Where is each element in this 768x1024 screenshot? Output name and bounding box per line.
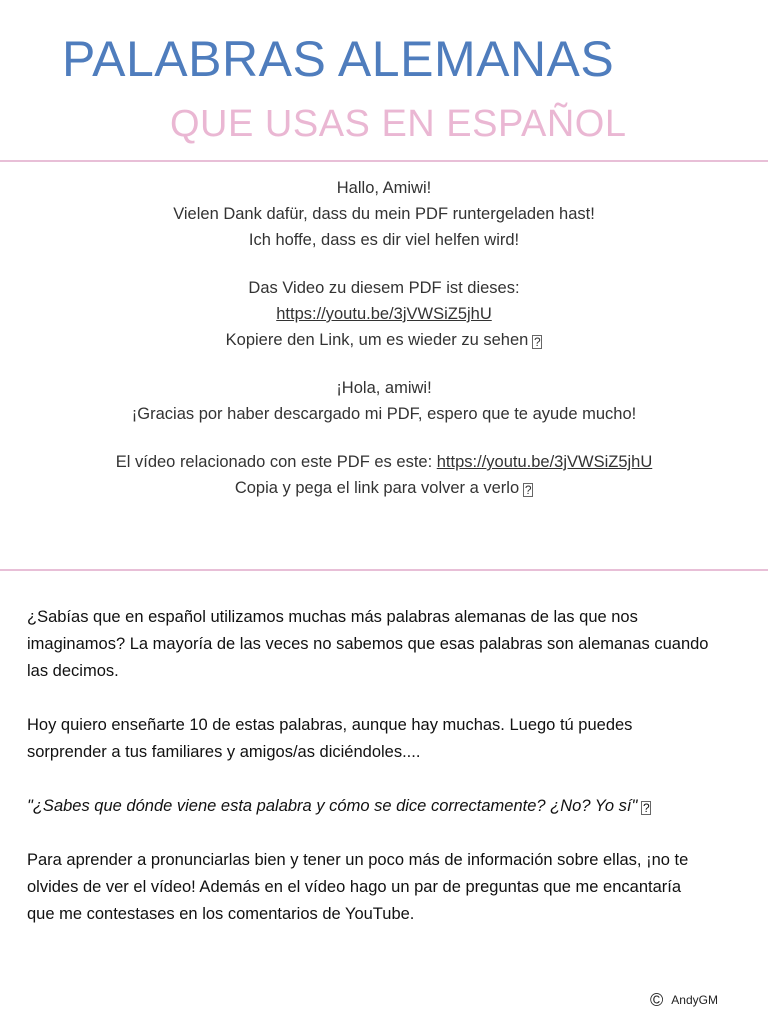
- copyright-icon: ©: [650, 990, 664, 1010]
- divider-top: [0, 160, 768, 162]
- greeting-line: Ich hoffe, dass es dir viel helfen wird!: [248, 231, 520, 249]
- greeting-line: ¡Hola, amiwi!: [336, 379, 432, 397]
- video-link[interactable]: https://youtu.be/3jVWSiZ5jhU: [436, 453, 653, 471]
- greeting-line: Hallo, Amiwi!: [336, 179, 432, 197]
- body-section: [27, 604, 747, 955]
- paragraph: [27, 847, 747, 928]
- paragraph-line: imaginamos? La mayoría de las veces no sabemos que esas palabras son alemanas cuando: [27, 635, 709, 653]
- copy-text: Kopiere den Link, um es wieder zu sehen: [225, 331, 529, 349]
- video-text: Das Video zu diesem PDF ist dieses:: [248, 279, 520, 297]
- emoji-placeholder-icon: ?: [643, 801, 650, 815]
- greeting-line: Vielen Dank dafür, dass du mein PDF runtergeladen hast!: [173, 205, 595, 223]
- paragraph: [27, 604, 747, 685]
- divider-middle: [0, 569, 768, 571]
- video-text: El vídeo relacionado con este PDF es este:: [115, 453, 437, 471]
- paragraph-line: Para aprender a pronunciarlas bien y tener un poco más de información sobre ellas, ¡no te: [27, 851, 689, 869]
- paragraph-line: las decimos.: [27, 662, 119, 680]
- quote-text: "¿Sabes que dónde viene esta palabra y cómo se dice correctamente? ¿No? Yo sí": [27, 797, 638, 815]
- spanish-video-block: [0, 449, 768, 501]
- spanish-greeting: [0, 375, 768, 427]
- video-link[interactable]: https://youtu.be/3jVWSiZ5jhU: [276, 305, 492, 323]
- page-title: PALABRAS ALEMANAS: [62, 31, 615, 87]
- german-video-block: [0, 275, 768, 353]
- paragraph-line: olvides de ver el vídeo! Además en el vídeo hago un par de preguntas que me encantaría: [27, 878, 682, 896]
- greeting-line: ¡Gracias por haber descargado mi PDF, espero que te ayude mucho!: [131, 405, 637, 423]
- author-name: AndyGM: [671, 993, 718, 1007]
- paragraph-line: sorprender a tus familiares y amigos/as diciéndoles....: [27, 743, 421, 761]
- paragraph-line: que me contestases en los comentarios de YouTube.: [27, 905, 415, 923]
- copy-text: Copia y pega el link para volver a verlo: [234, 479, 520, 497]
- quote-paragraph: [27, 793, 747, 820]
- page-subtitle: QUE USAS EN ESPAÑOL: [170, 103, 627, 145]
- german-greeting: [0, 175, 768, 253]
- paragraph: [27, 712, 747, 766]
- paragraph-line: Hoy quiero enseñarte 10 de estas palabras, aunque hay muchas. Luego tú puedes: [27, 716, 633, 734]
- emoji-placeholder-icon: ?: [524, 483, 532, 497]
- footer-credit: [650, 990, 718, 1011]
- paragraph-line: ¿Sabías que en español utilizamos muchas más palabras alemanas de las que nos: [27, 608, 638, 626]
- intro-section: [0, 175, 768, 523]
- emoji-placeholder-icon: ?: [534, 335, 541, 349]
